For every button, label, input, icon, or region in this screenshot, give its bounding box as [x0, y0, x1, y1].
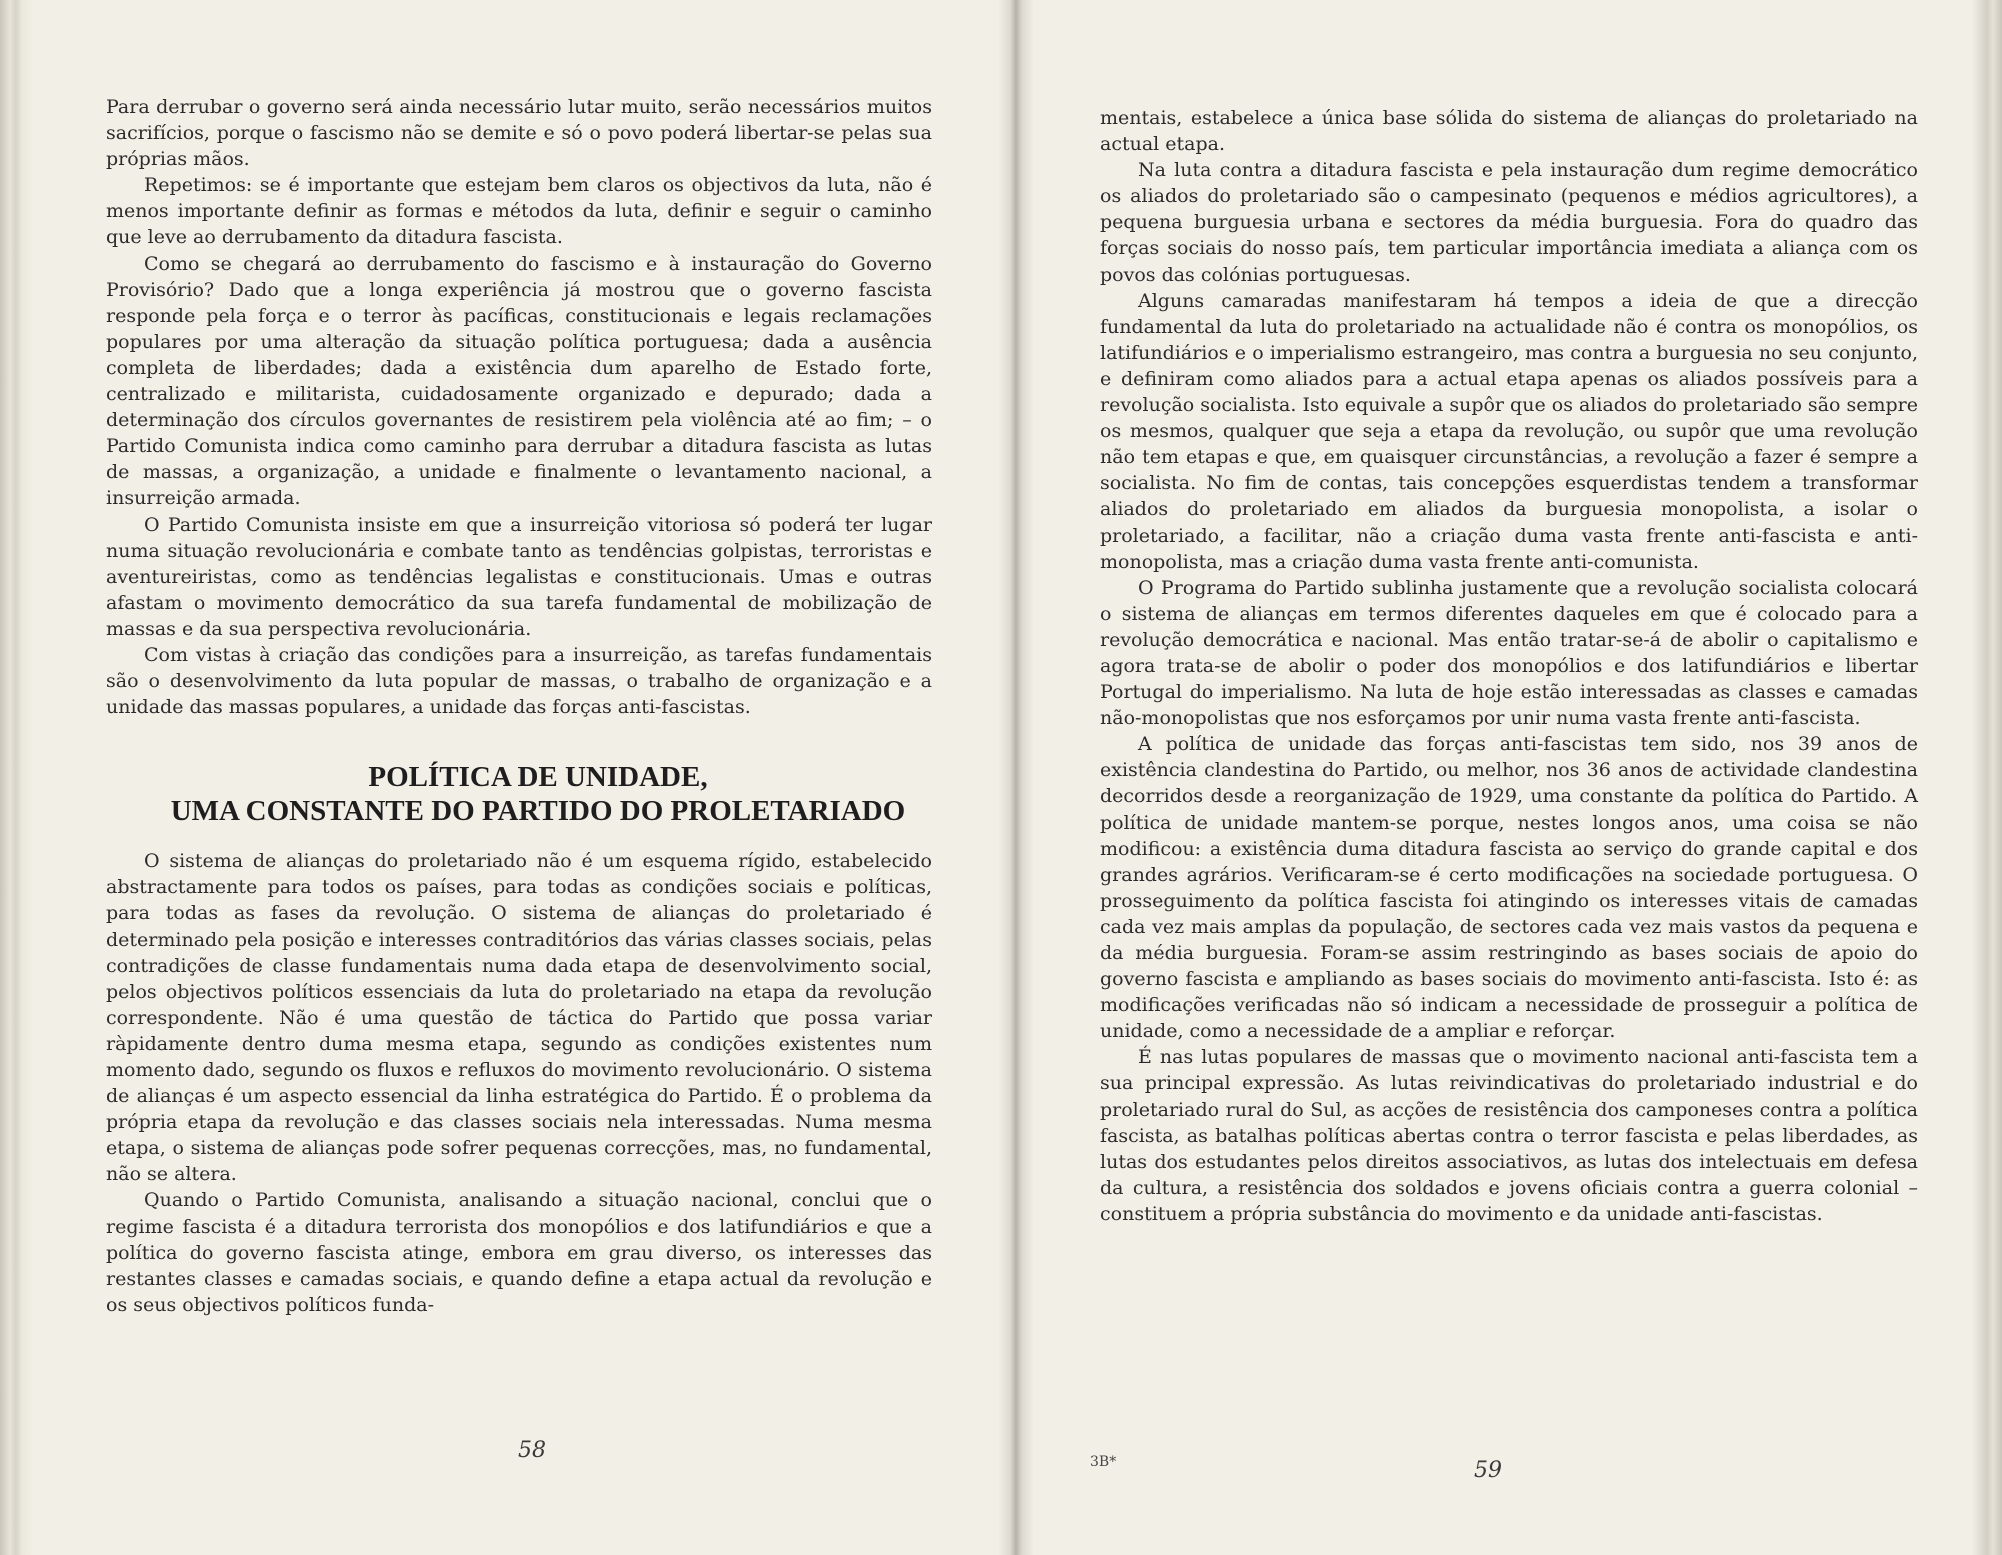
paragraph: Para derrubar o governo será ainda necessário lutar muito, serão necessários muitos sacrifícios, porque o fascismo não se demite e só o povo poderá libertar-se pelas sua próprias mãos.: [106, 96, 932, 171]
section-heading-line-2: UMA CONSTANTE DO PARTIDO DO PROLETARIADO: [170, 795, 906, 828]
paragraph: É nas lutas populares de massas que o movimento nacional anti-fascista tem a sua principal expressão. As lutas reivindicativas do proletariado industrial e do proletariado rural do Sul, as acções de resistência dos camponeses contra a política fascista, as batalhas políticas abertas contra o terror fascista e pelas liberdades, as lutas dos estudantes pelos direitos associativos, as lutas dos intelectuais em defesa da cultura, a resistência dos soldados e jovens oficiais contra a guerra colonial –constituem a própria substância do movimento e da unidade anti-fascistas.: [1100, 1046, 1918, 1225]
left-text-column: [106, 94, 932, 1318]
left-page-edge: [0, 0, 34, 1555]
paragraph: Repetimos: se é importante que estejam bem claros os objectivos da luta, não é menos importante definir as formas e métodos da luta, definir e seguir o caminho que leve ao derrubamento da ditadura fascista.: [106, 174, 932, 249]
signature-mark: 3B*: [1090, 1454, 1117, 1470]
right-page-edge: [1972, 0, 2002, 1555]
paragraph: Como se chegará ao derrubamento do fascismo e à instauração do Governo Provisório? Dado que a longa experiência já mostrou que o governo fascista responde pela força e o terror às pacíficas, constitucionais e legais reclamações populares por uma alteração da situação política portuguesa; dada a ausência completa de liberdades; dada a existência dum aparelho de Estado forte, centralizado e militarista, cuidadosamente organizado e depurado; dada a determinação dos círculos governantes de resistirem pela violência até ao fim; – o Partido Comunista indica como caminho para derrubar a ditadura fascista as lutas de massas, a organização, a unidade e finalmente o levantamento nacional, a insurreição armada.: [106, 252, 932, 510]
paragraph: O Programa do Partido sublinha justamente que a revolução socialista colocará o sistema de alianças em termos diferentes daqueles em que é colocado para a revolução democrática e nacional. Mas então tratar-se-á de abolir o capitalismo e agora trata-se de abolir o poder dos monopólios e dos latifundiários e libertar Portugal do imperialismo. Na luta de hoje estão interessadas as classes e camadas não-monopolistas que nos esforçamos por unir numa vasta frente anti-fascista.: [1100, 576, 1918, 730]
paragraph: Com vistas à criação das condições para a insurreição, as tarefas fundamentais são o desenvolvimento da luta popular de massas, o trabalho de organização e a unidade das massas populares, a unidade das forças anti-fascistas.: [106, 643, 932, 719]
book-gutter: [998, 0, 1034, 1555]
right-page: [1034, 0, 1972, 1555]
paragraph-continuation: mentais, estabelece a única base sólida do sistema de alianças do proletariado na actual etapa.: [1100, 107, 1918, 156]
paragraph: Quando o Partido Comunista, analisando a situação nacional, conclui que o regime fascista é a ditadura terrorista dos monopólios e dos latifundiários e que a política do governo fascista atinge, embora em grau diverso, os interesses das restantes classes e camadas sociais, e quando define a etapa actual da revolução e os seus objectivos políticos funda-: [106, 1189, 932, 1316]
page-number-right: 59: [1474, 1458, 1502, 1483]
paragraph: O Partido Comunista insiste em que a insurreição vitoriosa só poderá ter lugar numa situação revolucionária e combate tanto as tendências golpistas, terroristas e aventureiristas, como as tendências legalistas e constitucionais. Umas e outras afastam o movimento democrático da sua tarefa fundamental de mobilização de massas e da sua perspectiva revolucionária.: [106, 513, 932, 640]
paragraph: A política de unidade das forças anti-fascistas tem sido, nos 39 anos de existência clandestina do Partido, ou melhor, nos 36 anos de actividade clandestina decorridos desde a reorganização de 1929, uma constante da política do Partido. A política de unidade mantem-se porque, nestes longos anos, uma coisa se não modificou: a existência duma ditadura fascista ao serviço do grande capital e dos grandes agrários. Verificaram-se é certo modificações na sociedade portuguesa. O prosseguimento da política fascista foi atingindo os interesses vitais de camadas cada vez mais amplas da população, de sectores cada vez mais vastos da pequena e da média burguesia. Foram-se assim restringindo as bases sociais de apoio do governo fascista e ampliando as bases sociais do movimento anti-fascista. Isto é: as modificações verificadas não só indicam a necessidade de prosseguir a política de unidade, como a necessidade de a ampliar e reforçar.: [1100, 733, 1918, 1043]
left-page: [34, 0, 998, 1555]
page-number-left: 58: [518, 1438, 546, 1463]
paragraph: Alguns camaradas manifestaram há tempos a ideia de que a direcção fundamental da luta do proletariado na actualidade não é contra os monopólios, os latifundiários e o imperialismo estrangeiro, mas contra a burguesia no seu conjunto, e definiram como aliados para a actual etapa apenas os aliados possíveis para a revolução socialista. Isto equivale a supôr que os aliados do proletariado são sempre os mesmos, qualquer que seja a etapa da revolução, ou supôr que uma revolução não tem etapas e que, em quaisquer circunstâncias, a revolução a fazer é sempre a socialista. No fim de contas, tais concepções esquerdistas tendem a transformar aliados do proletariado em aliados da burguesia monopolista, a isolar o proletariado, a facilitar, não a criação duma vasta frente anti-fascista e anti-monopolista, mas a criação duma vasta frente anti-comunista.: [1100, 289, 1918, 573]
paragraph: Na luta contra a ditadura fascista e pela instauração dum regime democrático os aliados do proletariado são o campesinato (pequenos e médios agricultores), a pequena burguesia urbana e sectores da média burguesia. Fora do quadro das forças sociais do nosso país, tem particular importância imediata a aliança com os povos das colónias portuguesas.: [1100, 159, 1918, 286]
right-text-column: [1100, 105, 1918, 1227]
paragraph: O sistema de alianças do proletariado não é um esquema rígido, estabelecido abstractamente para todos os países, para todas as condições sociais e políticas, para todas as fases da revolução. O sistema de alianças do proletariado é determinado pela posição e interesses contraditórios das várias classes sociais, pelas contradições de classe fundamentais numa dada etapa de desenvolvimento social, pelos objectivos políticos essenciais da luta do proletariado na etapa da revolução correspondente. Não é uma questão de táctica do Partido que possa variar ràpidamente dentro duma mesma etapa, segundo as condições existentes num momento dado, segundo os fluxos e refluxos do movimento revolucionário. O sistema de alianças é um aspecto essencial da linha estratégica do Partido. É o problema da própria etapa da revolução e das classes sociais nela interessadas. Numa mesma etapa, o sistema de alianças pode sofrer pequenas correcções, mas, no fundamental, não se altera.: [106, 850, 932, 1186]
section-heading-line-1: POLÍTICA DE UNIDADE,: [368, 761, 708, 794]
